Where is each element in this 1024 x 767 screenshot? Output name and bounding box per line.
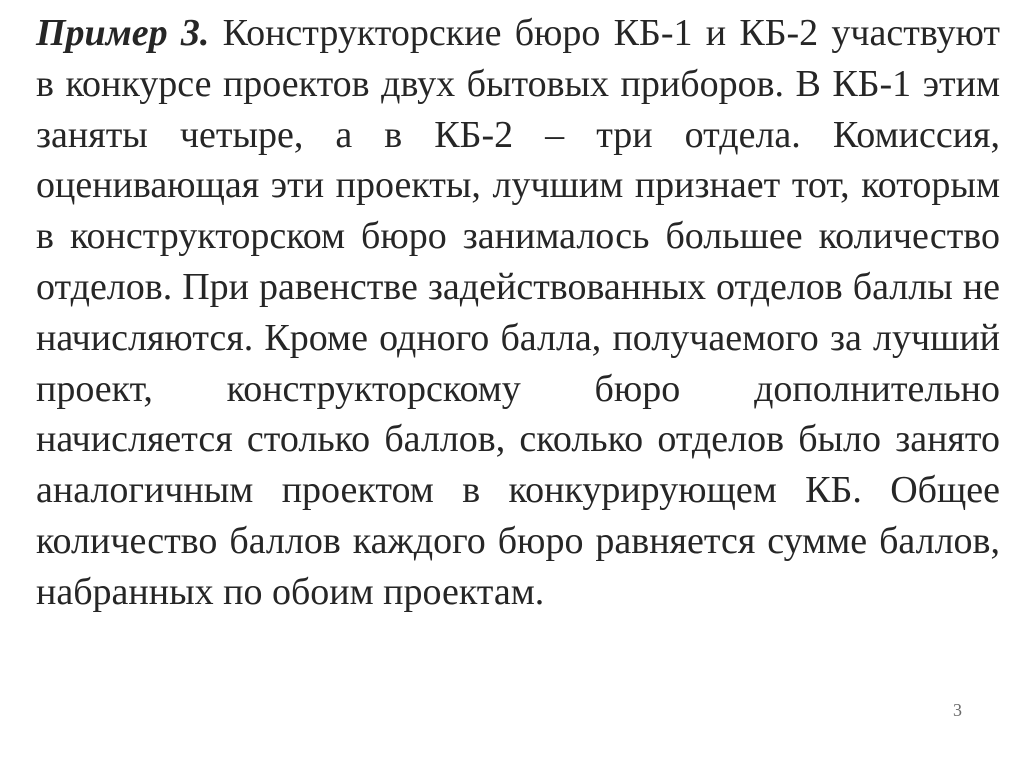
example-heading: Пример 3. [36,12,210,54]
page-number: 3 [953,700,962,720]
problem-body: Конструкторские бюро КБ-1 и КБ-2 участвуют в конкурсе проектов двух бытовых приборов. В КБ-1 этим заняты четыре, а в КБ-2 – три отдела. Комиссия, оценивающая эти проекты, лучшим признает тот, которым в конструкторском бюро занималось большее количество отделов. При равенстве задействованных отделов баллы не начисляются. Кроме одного балла, получаемого за лучший проект, конструкторскому бюро дополнительно начисляется столько баллов, сколько отделов было занято аналогичным проектом в конкурирующем КБ. Общее количество баллов каждого бюро равняется сумме баллов, набранных по обоим проектам. [36,12,1001,613]
problem-text [36,8,1000,618]
